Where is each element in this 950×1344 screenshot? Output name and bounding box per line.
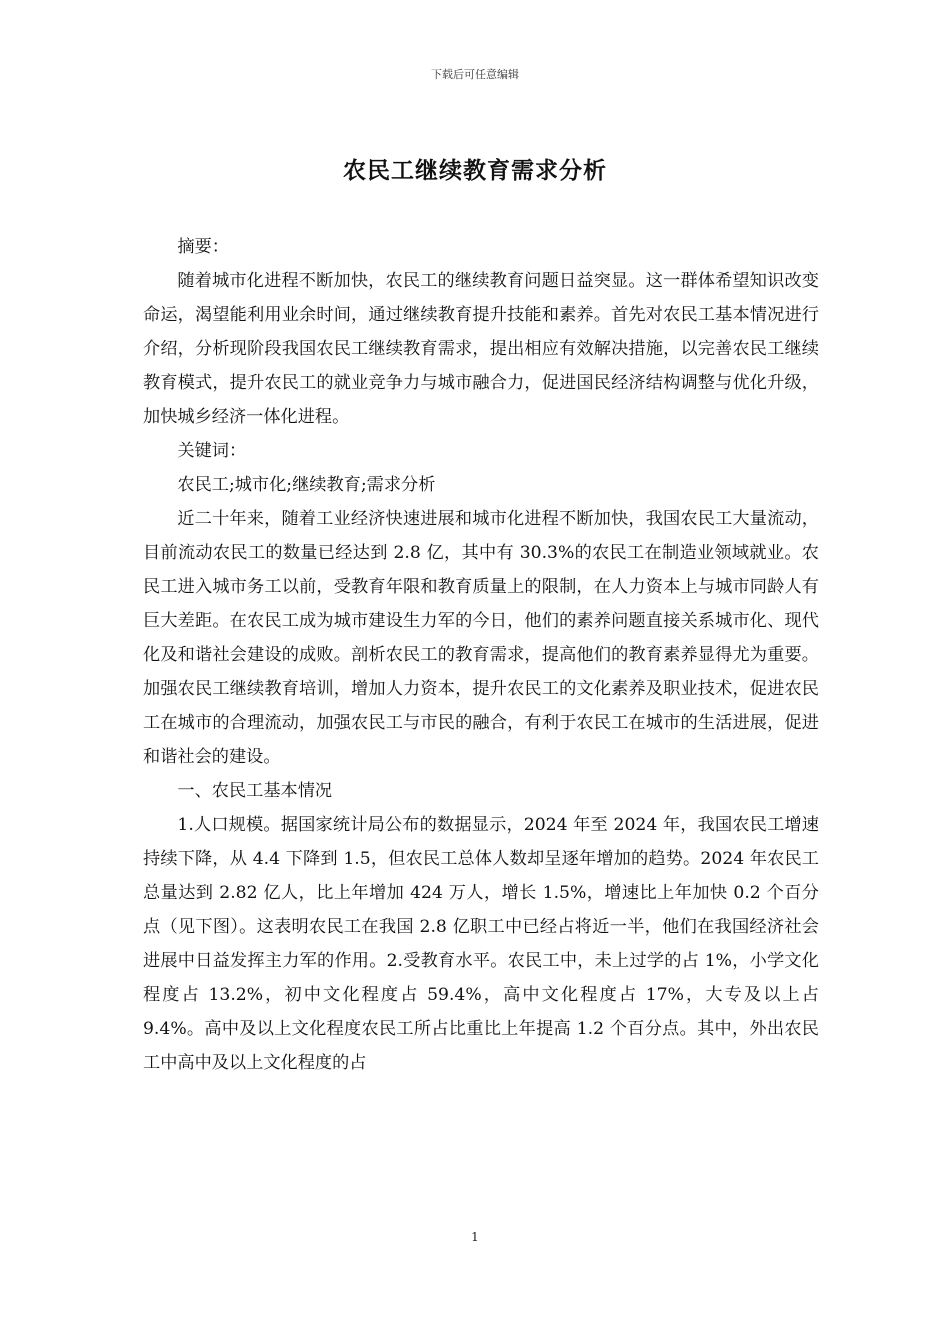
section-heading-1: 一、农民工基本情况 — [177, 781, 333, 801]
abstract-heading: 摘要： — [177, 237, 229, 257]
document-title: 农民工继续教育需求分析 — [343, 157, 607, 184]
abstract-paragraph: 随着城市化进程不断加快，农民工的继续教育问题日益突显。这一群体希望知识改变命运，渴望能利用业余时间，通过继续教育提升技能和素养。首先对农民工基本情况进行介绍，分析现阶段我国农民工继续教育需求，提出相应有效解决措施，以完善农民工继续教育模式，提升农民工的就业竞争力与城市融合力，促进国民经济结构调整与优化升级，加快城乡经济一体化进程。 — [143, 271, 819, 427]
intro-paragraph: 近二十年来，随着工业经济快速进展和城市化进程不断加快，我国农民工大量流动，目前流动农民工的数量已经达到 2.8 亿，其中有 30.3%的农民工在制造业领域就业。农民工进入城市务工以前，受教育年限和教育质量上的限制，在人力资本上与城市同龄人有巨大差距。在农民工成为城市建设生力军的今日，他们的素养问题直接关系城市化、现代化及和谐社会建设的成败。剖析农民工的教育需求，提高他们的教育素养显得尤为重要。加强农民工继续教育培训，增加人力资本，提升农民工的文化素养及职业技术，促进农民工在城市的合理流动，加强农民工与市民的融合，有利于农民工在城市的生活进展，促进和谐社会的建设。 — [143, 509, 819, 767]
document-body — [143, 230, 819, 1080]
keywords-list: 农民工;城市化;继续教育;需求分析 — [177, 475, 436, 495]
page-number: 1 — [471, 1230, 479, 1244]
page-header-note: 下载后可任意编辑 — [431, 68, 519, 81]
keywords-heading: 关键词： — [177, 441, 247, 461]
section-1-paragraph: 1.人口规模。据国家统计局公布的数据显示，2024 年至 2024 年，我国农民工增速持续下降，从 4.4 下降到 1.5，但农民工总体人数却呈逐年增加的趋势。2024 年农民工总量达到 2.82 亿人，比上年增加 424 万人，增长 1.5%，增速比上年加快 0.2 个百分点（见下图）。这表明农民工在我国 2.8 亿职工中已经占将近一半，他们在我国经济社会进展中日益发挥主力军的作用。2.受教育水平。农民工中，未上过学的占 1%，小学文化程度占 13.2%，初中文化程度占 59.4%，高中文化程度占 17%，大专及以上占 9.4%。高中及以上文化程度农民工所占比重比上年提高 1.2 个百分点。其中，外出农民工中高中及以上文化程度的占 — [143, 815, 819, 1073]
